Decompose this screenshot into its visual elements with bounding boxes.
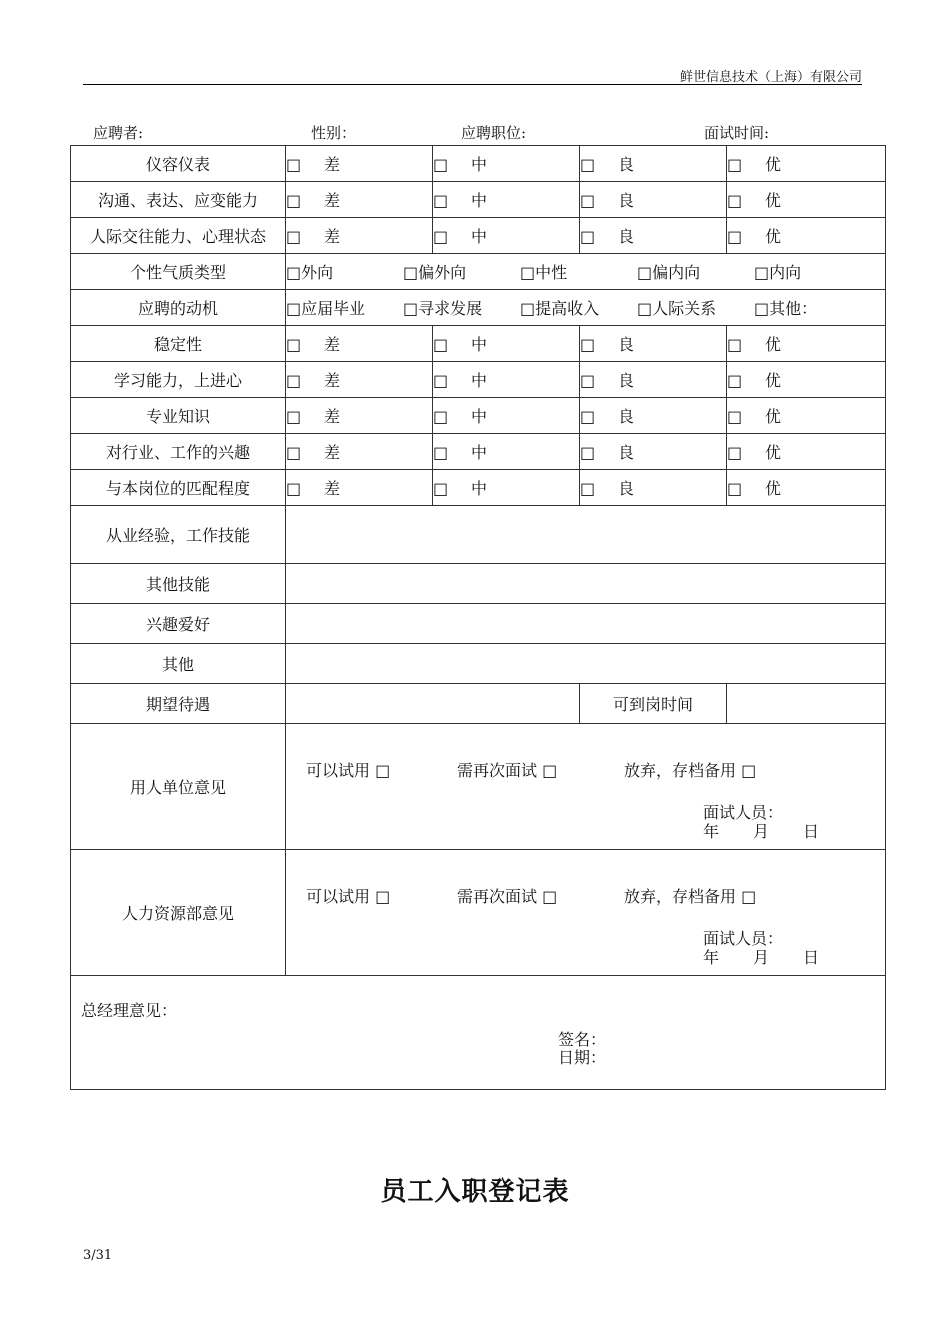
rating-label: 差: [324, 227, 341, 246]
checkbox-icon: □: [580, 191, 596, 210]
reinterview-option[interactable]: 需再次面试 □: [457, 760, 558, 780]
rating-fair-fit[interactable]: [433, 470, 580, 506]
rating-excellent-communication[interactable]: [727, 182, 886, 218]
rating-fair-stability[interactable]: [433, 326, 580, 362]
checkbox-icon: □: [727, 407, 743, 426]
row-personality: [71, 254, 886, 290]
checkbox-icon: □: [580, 155, 596, 174]
checkbox-icon: □: [286, 335, 302, 354]
rating-excellent-fit[interactable]: [727, 470, 886, 506]
row-label-expertise: 专业知识: [71, 398, 286, 434]
rating-label: 优: [765, 407, 782, 426]
company-name: 鲜世信息技术（上海）有限公司: [679, 70, 862, 85]
rating-poor-appearance[interactable]: [286, 146, 433, 182]
rating-excellent-expertise[interactable]: [727, 398, 886, 434]
rating-excellent-learning[interactable]: [727, 362, 886, 398]
day-label: 日: [803, 947, 820, 967]
option-checkbox[interactable]: □偏内向: [637, 263, 701, 282]
checkbox-icon: □: [727, 479, 743, 498]
interview-assessment-form: [70, 145, 886, 1090]
rating-fair-interest[interactable]: [433, 434, 580, 470]
checkbox-icon: □: [727, 155, 743, 174]
rating-label: 中: [471, 155, 488, 174]
checkbox-icon: □: [286, 443, 302, 462]
input-other[interactable]: [286, 644, 886, 684]
rating-fair-communication[interactable]: [433, 182, 580, 218]
row-label-fit: 与本岗位的匹配程度: [71, 470, 286, 506]
rating-label: 差: [324, 443, 341, 462]
abandon-option[interactable]: 放弃，存档备用 □: [624, 760, 757, 780]
rating-label: 优: [765, 443, 782, 462]
rating-label: 优: [765, 191, 782, 210]
gm-signature: [558, 1031, 606, 1067]
rating-label: 差: [324, 335, 341, 354]
rating-label: 差: [324, 191, 341, 210]
rating-good-learning[interactable]: [580, 362, 727, 398]
rating-good-appearance[interactable]: [580, 146, 727, 182]
opinion-hr_opinion: [286, 850, 886, 976]
input-other_skills[interactable]: [286, 564, 886, 604]
checkbox-icon: □: [433, 335, 449, 354]
signature-date: [703, 822, 819, 841]
checkbox-icon: □: [727, 191, 743, 210]
rating-label: 良: [618, 443, 635, 462]
option-checkbox[interactable]: □应届毕业: [286, 299, 366, 318]
rating-label: 优: [765, 227, 782, 246]
option-checkbox[interactable]: □内向: [754, 263, 802, 282]
row-label-available-time: 可到岗时间: [580, 684, 727, 724]
checkbox-icon: □: [433, 191, 449, 210]
interviewer-signature: [703, 803, 819, 841]
row-label-interpersonal: 人际交往能力、心理状态: [71, 218, 286, 254]
options-motivation: [286, 290, 886, 326]
checkbox-icon: □: [727, 335, 743, 354]
row-label-expected_pay: 期望待遇: [71, 684, 286, 724]
rating-poor-stability[interactable]: [286, 326, 433, 362]
rating-label: 中: [471, 191, 488, 210]
input-hobbies[interactable]: [286, 604, 886, 644]
rating-poor-expertise[interactable]: [286, 398, 433, 434]
row-label-hobbies: 兴趣爱好: [71, 604, 286, 644]
checkbox-icon: □: [433, 407, 449, 426]
applicant-label: 应聘者:: [93, 124, 144, 142]
input-available-time[interactable]: [727, 684, 886, 724]
checkbox-icon: □: [433, 155, 449, 174]
gm-opinion-label: 总经理意见：: [81, 1000, 178, 1020]
page-number: 3/31: [83, 1248, 113, 1263]
row-motivation: [71, 290, 886, 326]
checkbox-icon: □: [580, 407, 596, 426]
row-label-dept_opinion: 用人单位意见: [71, 724, 286, 850]
trial-option[interactable]: 可以试用 □: [306, 760, 391, 780]
rating-good-interest[interactable]: [580, 434, 727, 470]
checkbox-icon: □: [286, 155, 302, 174]
rating-label: 中: [471, 443, 488, 462]
row-label-personality: 个性气质类型: [71, 254, 286, 290]
trial-option[interactable]: 可以试用 □: [306, 886, 391, 906]
month-label: 月: [753, 821, 770, 841]
row-gm-opinion: [71, 976, 886, 1090]
checkbox-icon: □: [580, 443, 596, 462]
option-checkbox[interactable]: □寻求发展: [403, 299, 483, 318]
rating-excellent-interest[interactable]: [727, 434, 886, 470]
rating-fair-learning[interactable]: [433, 362, 580, 398]
rating-fair-interpersonal[interactable]: [433, 218, 580, 254]
rating-good-interpersonal[interactable]: [580, 218, 727, 254]
rating-label: 良: [618, 479, 635, 498]
row-stability: [71, 326, 886, 362]
abandon-option[interactable]: 放弃，存档备用 □: [624, 886, 757, 906]
rating-good-fit[interactable]: [580, 470, 727, 506]
checkbox-icon: □: [433, 479, 449, 498]
rating-poor-learning[interactable]: [286, 362, 433, 398]
option-checkbox[interactable]: □人际关系: [637, 299, 717, 318]
rating-poor-fit[interactable]: [286, 470, 433, 506]
row-label-stability: 稳定性: [71, 326, 286, 362]
rating-label: 差: [324, 371, 341, 390]
position-label: 应聘职位:: [461, 124, 527, 142]
gm-date-label: 日期：: [558, 1047, 607, 1067]
rating-good-communication[interactable]: [580, 182, 727, 218]
gender-label: 性别：: [311, 124, 357, 142]
checkbox-icon: □: [580, 479, 596, 498]
rating-excellent-appearance[interactable]: [727, 146, 886, 182]
row-communication: [71, 182, 886, 218]
row-dept_opinion: [71, 724, 886, 850]
checkbox-icon: □: [580, 371, 596, 390]
input-expected-pay[interactable]: [286, 684, 580, 724]
row-expertise: [71, 398, 886, 434]
rating-label: 良: [618, 407, 635, 426]
rating-fair-expertise[interactable]: [433, 398, 580, 434]
checkbox-icon: □: [286, 191, 302, 210]
rating-label: 中: [471, 407, 488, 426]
rating-label: 差: [324, 407, 341, 426]
month-label: 月: [753, 947, 770, 967]
checkbox-icon: □: [433, 371, 449, 390]
interview-time-label: 面试时间:: [704, 124, 770, 142]
gm-sign-label: 签名：: [558, 1029, 607, 1049]
rating-label: 良: [618, 155, 635, 174]
rating-label: 优: [765, 479, 782, 498]
checkbox-icon: □: [580, 227, 596, 246]
rating-label: 良: [618, 371, 635, 390]
checkbox-icon: □: [433, 443, 449, 462]
gm-opinion-cell[interactable]: [71, 976, 886, 1090]
row-fit: [71, 470, 886, 506]
rating-label: 差: [324, 155, 341, 174]
row-hr_opinion: [71, 850, 886, 976]
row-learning: [71, 362, 886, 398]
rating-label: 优: [765, 335, 782, 354]
row-label-appearance: 仪容仪表: [71, 146, 286, 182]
row-expected-pay: [71, 684, 886, 724]
rating-label: 中: [471, 335, 488, 354]
rating-label: 中: [471, 479, 488, 498]
rating-label: 优: [765, 371, 782, 390]
row-interpersonal: [71, 218, 886, 254]
rating-label: 良: [618, 191, 635, 210]
rating-poor-communication[interactable]: [286, 182, 433, 218]
options-personality: [286, 254, 886, 290]
rating-good-stability[interactable]: [580, 326, 727, 362]
row-experience: [71, 506, 886, 564]
checkbox-icon: □: [433, 227, 449, 246]
checkbox-icon: □: [286, 479, 302, 498]
rating-poor-interpersonal[interactable]: [286, 218, 433, 254]
option-checkbox[interactable]: □提高收入: [520, 299, 600, 318]
checkbox-icon: □: [286, 227, 302, 246]
row-label-communication: 沟通、表达、应变能力: [71, 182, 286, 218]
row-other: [71, 644, 886, 684]
rating-label: 优: [765, 155, 782, 174]
row-appearance: [71, 146, 886, 182]
day-label: 日: [803, 821, 820, 841]
year-label: 年: [703, 947, 720, 967]
opinion-dept_opinion: [286, 724, 886, 850]
checkbox-icon: □: [727, 443, 743, 462]
header-rule: [83, 84, 862, 85]
input-experience[interactable]: [286, 506, 886, 564]
next-form-title: 员工入职登记表: [380, 1177, 570, 1207]
option-checkbox[interactable]: □外向: [286, 263, 334, 282]
option-checkbox[interactable]: □偏外向: [403, 263, 467, 282]
rating-excellent-stability[interactable]: [727, 326, 886, 362]
rating-label: 差: [324, 479, 341, 498]
row-label-other: 其他: [71, 644, 286, 684]
reinterview-option[interactable]: 需再次面试 □: [457, 886, 558, 906]
signature-date: [703, 948, 819, 967]
row-label-hr_opinion: 人力资源部意见: [71, 850, 286, 976]
row-label-motivation: 应聘的动机: [71, 290, 286, 326]
checkbox-icon: □: [727, 371, 743, 390]
rating-label: 中: [471, 371, 488, 390]
interviewer-label: 面试人员：: [703, 802, 784, 822]
checkbox-icon: □: [286, 371, 302, 390]
option-checkbox[interactable]: □其他：: [754, 299, 818, 318]
row-label-learning: 学习能力，上进心: [71, 362, 286, 398]
rating-poor-interest[interactable]: [286, 434, 433, 470]
year-label: 年: [703, 821, 720, 841]
interviewer-signature: [703, 929, 819, 967]
row-label-interest: 对行业、工作的兴趣: [71, 434, 286, 470]
rating-fair-appearance[interactable]: [433, 146, 580, 182]
interviewer-label: 面试人员：: [703, 928, 784, 948]
rating-excellent-interpersonal[interactable]: [727, 218, 886, 254]
rating-label: 良: [618, 227, 635, 246]
rating-label: 良: [618, 335, 635, 354]
row-interest: [71, 434, 886, 470]
option-checkbox[interactable]: □中性: [520, 263, 568, 282]
row-label-experience: 从业经验，工作技能: [71, 506, 286, 564]
row-hobbies: [71, 604, 886, 644]
rating-good-expertise[interactable]: [580, 398, 727, 434]
row-other_skills: [71, 564, 886, 604]
checkbox-icon: □: [580, 335, 596, 354]
rating-label: 中: [471, 227, 488, 246]
checkbox-icon: □: [286, 407, 302, 426]
checkbox-icon: □: [727, 227, 743, 246]
row-label-other_skills: 其他技能: [71, 564, 286, 604]
